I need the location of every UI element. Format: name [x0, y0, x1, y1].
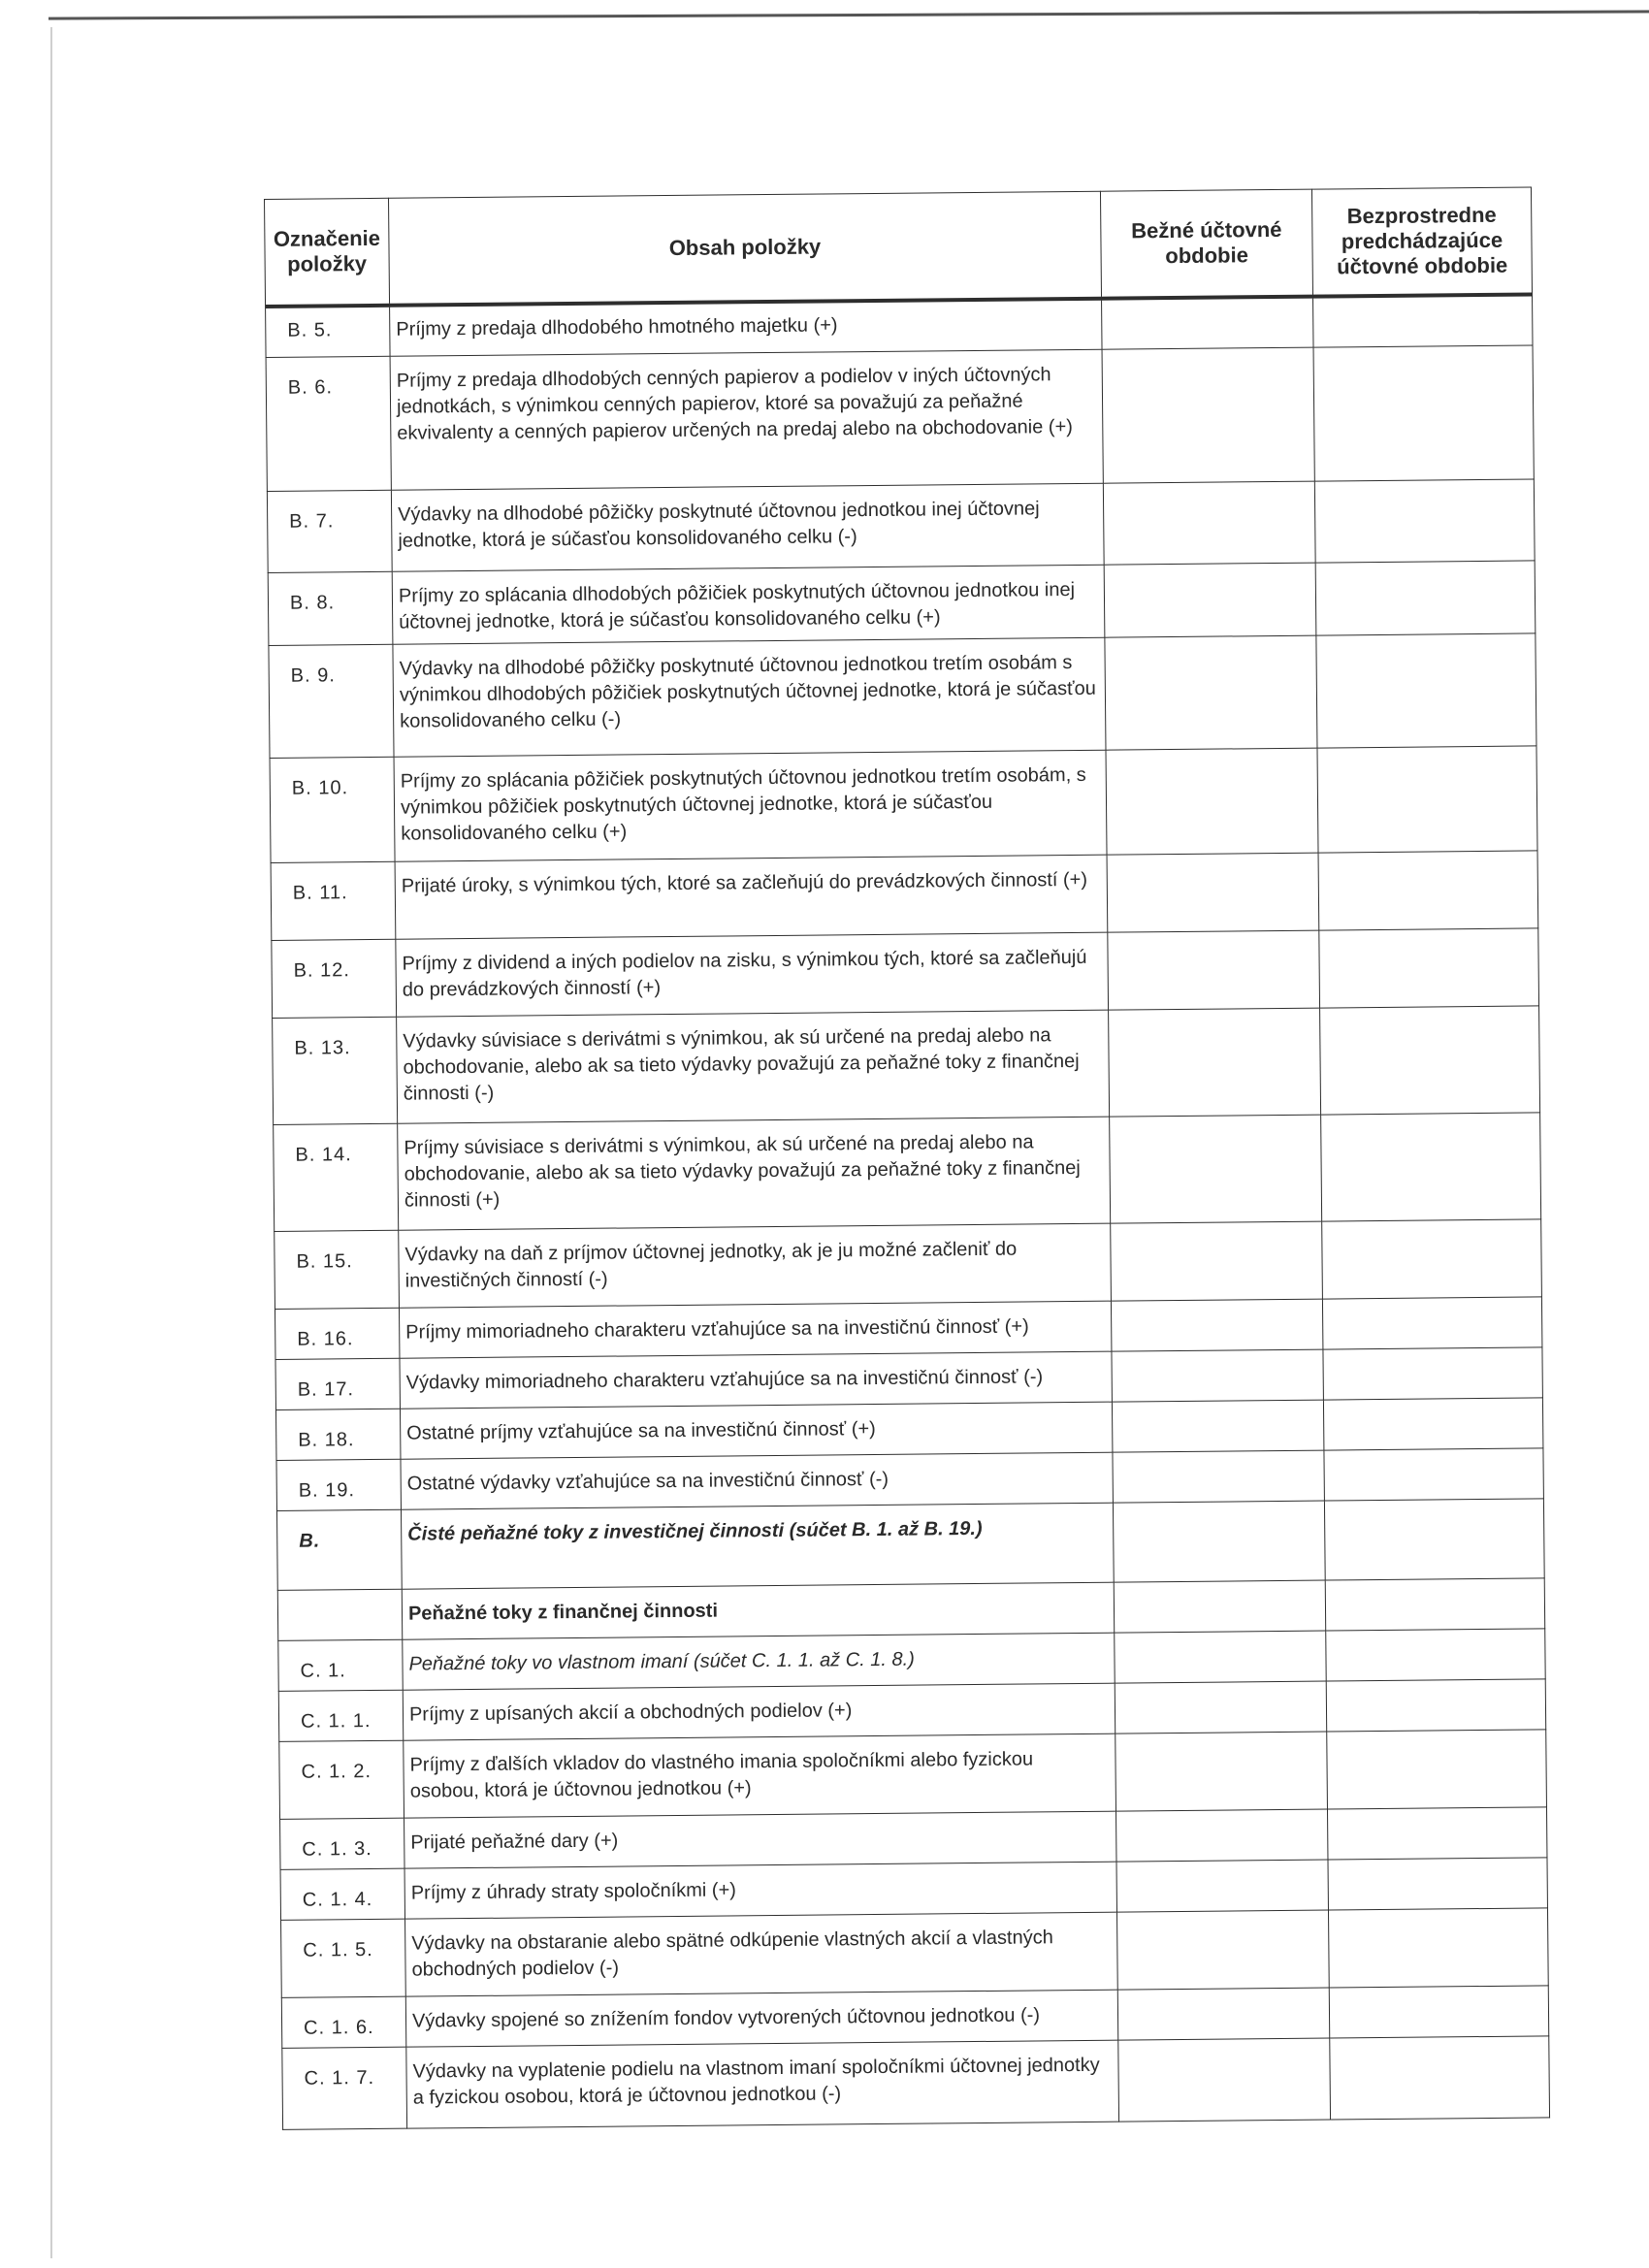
row-code: B. 9.: [269, 644, 394, 758]
row-text: Peňažné toky z finančnej činnosti: [402, 1582, 1114, 1639]
table-row: [282, 2036, 1550, 2130]
row-code: B. 11.: [271, 861, 396, 940]
table-row: [267, 479, 1535, 573]
row-current-value: [1112, 1400, 1323, 1452]
row-code: B. 15.: [275, 1230, 400, 1309]
row-code: B. 6.: [266, 356, 391, 491]
row-previous-value: [1330, 2036, 1550, 2120]
row-text: Výdavky na dlhodobé pôžičky poskytnuté účtovnou jednotkou inej účtovnej jednotke, ktorá je súčasťou konsolidovaného celku (-): [391, 483, 1104, 571]
row-current-value: [1102, 297, 1313, 350]
row-current-value: [1110, 1115, 1322, 1223]
row-text: Príjmy z predaja dlhodobého hmotného majetku (+): [390, 299, 1102, 357]
row-previous-value: [1325, 1578, 1544, 1631]
row-code: B. 17.: [275, 1358, 400, 1409]
row-current-value: [1113, 1501, 1325, 1582]
row-text: Výdavky na dlhodobé pôžičky poskytnuté účtovnou jednotkou tretím osobám s výnimkou dlhodobých pôžičiek poskytnutých účtovnej jednotke, ktorá je súčasťou konsolidovaného celku (-): [393, 637, 1106, 757]
row-code: C. 1. 4.: [280, 1868, 404, 1920]
row-current-value: [1111, 1299, 1322, 1351]
scan-edge-top: [48, 10, 1649, 19]
row-text: Príjmy mimoriadneho charakteru vzťahujúce sa na investičnú činnosť (+): [399, 1301, 1111, 1358]
row-previous-value: [1319, 928, 1539, 1008]
row-previous-value: [1328, 1858, 1547, 1910]
row-code: B. 7.: [267, 490, 392, 572]
row-previous-value: [1327, 1730, 1547, 1809]
row-code: C. 1. 2.: [279, 1740, 404, 1819]
row-code: B. 10.: [270, 757, 395, 862]
row-previous-value: [1314, 479, 1535, 563]
row-code: C. 1. 3.: [280, 1818, 404, 1869]
row-code: B.: [276, 1509, 402, 1590]
row-text: Príjmy z ďalších vkladov do vlastného imania spoločníkmi alebo fyzickou osobou, ktorá je účtovnou jednotkou (+): [404, 1733, 1116, 1818]
row-current-value: [1116, 1809, 1327, 1862]
row-text: Príjmy súvisiace s derivátmi s výnimkou, ak sú určené na predaj alebo na obchodovanie, alebo ak sa tieto výdavky považujú za peňažné toky z finančnej činnosti (+): [398, 1117, 1111, 1230]
row-text: Príjmy z predaja dlhodobých cenných papierov a podielov v iných účtovných jednotkách, s výnimkou cenných papierov, ktoré sa považujú za peňažné ekvivalenty a cenných papierov určených na predaj alebo na obchodovanie (+): [390, 349, 1103, 490]
row-code: B. 5.: [266, 306, 390, 358]
row-current-value: [1102, 347, 1314, 483]
row-previous-value: [1318, 851, 1538, 930]
row-current-value: [1107, 853, 1319, 932]
row-text: Ostatné výdavky vzťahujúce sa na investičnú činnosť (-): [401, 1452, 1113, 1509]
row-current-value: [1112, 1349, 1323, 1402]
row-previous-value: [1324, 1499, 1544, 1580]
row-current-value: [1105, 635, 1317, 750]
row-text: Príjmy z úhrady straty spoločníkmi (+): [404, 1862, 1116, 1919]
row-current-value: [1104, 563, 1316, 637]
row-current-value: [1117, 1988, 1329, 2040]
row-code: B. 12.: [272, 939, 397, 1018]
table-header-row: [265, 187, 1533, 307]
row-text: Výdavky spojené so znížením fondov vytvorených účtovnou jednotkou (-): [405, 1990, 1117, 2047]
row-code: B. 14.: [274, 1123, 399, 1231]
row-previous-value: [1327, 1807, 1546, 1860]
header-previous-period: Bezprostredne predchádzajúce účtovné obdobie: [1311, 187, 1532, 297]
row-code: C. 1. 6.: [281, 1996, 405, 2048]
table-row: [271, 851, 1538, 941]
row-previous-value: [1321, 1113, 1541, 1221]
row-previous-value: [1329, 1986, 1548, 2038]
row-code: C. 1.: [278, 1639, 403, 1691]
row-previous-value: [1324, 1448, 1543, 1501]
row-previous-value: [1328, 1908, 1548, 1988]
row-code: B. 8.: [268, 571, 393, 645]
row-text: Výdavky na daň z príjmov účtovnej jednotky, ak je ju možné začleniť do investičných činností (-): [399, 1223, 1112, 1308]
row-current-value: [1118, 2038, 1331, 2122]
cash-flow-table: [264, 186, 1550, 2129]
table-row: [274, 1113, 1541, 1232]
row-previous-value: [1316, 633, 1536, 748]
row-code: [277, 1589, 402, 1640]
row-code: B. 18.: [275, 1409, 400, 1460]
row-text: Výdavky súvisiace s derivátmi s výnimkou, ak sú určené na predaj alebo na obchodovanie, alebo ak sa tieto výdavky považujú za peňažné toky z finančnej činnosti (-): [397, 1010, 1110, 1123]
row-previous-value: [1326, 1679, 1545, 1732]
row-previous-value: [1323, 1398, 1542, 1450]
table-row: [270, 746, 1537, 863]
row-text: Prijaté úroky, s výnimkou tých, ktoré sa začleňujú do prevádzkových činností (+): [395, 855, 1108, 939]
row-current-value: [1116, 1732, 1328, 1811]
table-row: [273, 1006, 1540, 1125]
row-previous-value: [1326, 1629, 1545, 1681]
row-current-value: [1106, 748, 1318, 855]
table-row: [275, 1219, 1542, 1310]
row-text: Príjmy z upísaných akcií a obchodných podielov (+): [403, 1683, 1115, 1740]
cash-flow-table-wrap: [264, 186, 1549, 2129]
row-code: B. 19.: [276, 1459, 401, 1510]
row-text: Prijaté peňažné dary (+): [404, 1811, 1116, 1868]
row-code: C. 1. 1.: [278, 1690, 403, 1741]
row-text: Príjmy zo splácania dlhodobých pôžičiek poskytnutých účtovnou jednotkou inej účtovnej jednotke, ktorá je súčasťou konsolidovaného celku (+): [392, 565, 1105, 644]
row-previous-value: [1320, 1006, 1540, 1115]
row-code: C. 1. 5.: [281, 1919, 406, 1997]
row-current-value: [1115, 1631, 1326, 1683]
table-row: [268, 561, 1536, 646]
row-previous-value: [1313, 294, 1533, 347]
header-text: Obsah položky: [388, 191, 1101, 306]
row-current-value: [1114, 1580, 1325, 1633]
row-code: C. 1. 7.: [282, 2047, 407, 2129]
row-previous-value: [1322, 1297, 1541, 1349]
row-current-value: [1111, 1221, 1323, 1301]
table-row: [279, 1730, 1547, 1820]
row-previous-value: [1313, 345, 1534, 481]
row-text: Výdavky na vyplatenie podielu na vlastnom imaní spoločníkmi účtovnej jednotky a fyzickou osobou, ktorá je účtovnou jednotkou (-): [406, 2040, 1119, 2128]
row-text: Výdavky mimoriadneho charakteru vzťahujúce sa na investičnú činnosť (-): [400, 1351, 1112, 1409]
row-current-value: [1108, 930, 1320, 1010]
row-previous-value: [1322, 1219, 1542, 1299]
row-text: Výdavky na obstaranie alebo spätné odkúpenie vlastných akcií a vlastných obchodných podielov (-): [405, 1912, 1118, 1996]
table-row: [266, 345, 1534, 492]
row-text: Čisté peňažné toky z investičnej činnosti (súčet B. 1. až B. 19.): [401, 1503, 1114, 1589]
table-row: [272, 928, 1539, 1019]
row-current-value: [1103, 481, 1315, 565]
table-row: [281, 1908, 1549, 1998]
row-current-value: [1115, 1681, 1326, 1733]
row-current-value: [1116, 1910, 1329, 1990]
row-previous-value: [1315, 561, 1536, 635]
row-code: B. 16.: [275, 1308, 399, 1359]
row-text: Ostatné príjmy vzťahujúce sa na investičnú činnosť (+): [400, 1402, 1112, 1459]
row-text: Príjmy zo splácania pôžičiek poskytnutých účtovnou jednotkou tretím osobám, s výnimkou pôžičiek poskytnutých účtovnej jednotke, ktorá je súčasťou konsolidovaného celku (+): [394, 750, 1107, 861]
row-previous-value: [1317, 746, 1537, 853]
row-code: B. 13.: [273, 1017, 398, 1124]
row-text: Peňažné toky vo vlastnom imaní (súčet C. 1. 1. až C. 1. 8.): [403, 1633, 1115, 1690]
row-previous-value: [1323, 1347, 1542, 1400]
row-text: Príjmy z dividend a iných podielov na zisku, s výnimkou tých, ktoré sa začleňujú do prevádzkových činností (+): [396, 932, 1109, 1017]
table-row: [269, 633, 1536, 759]
row-current-value: [1109, 1008, 1321, 1117]
row-current-value: [1116, 1860, 1328, 1912]
header-current-period: Bežné účtovné obdobie: [1100, 189, 1312, 299]
scan-edge-left: [50, 27, 52, 2258]
table-row-total: [276, 1499, 1544, 1591]
header-code: Označenie položky: [265, 198, 390, 307]
row-current-value: [1113, 1450, 1324, 1503]
